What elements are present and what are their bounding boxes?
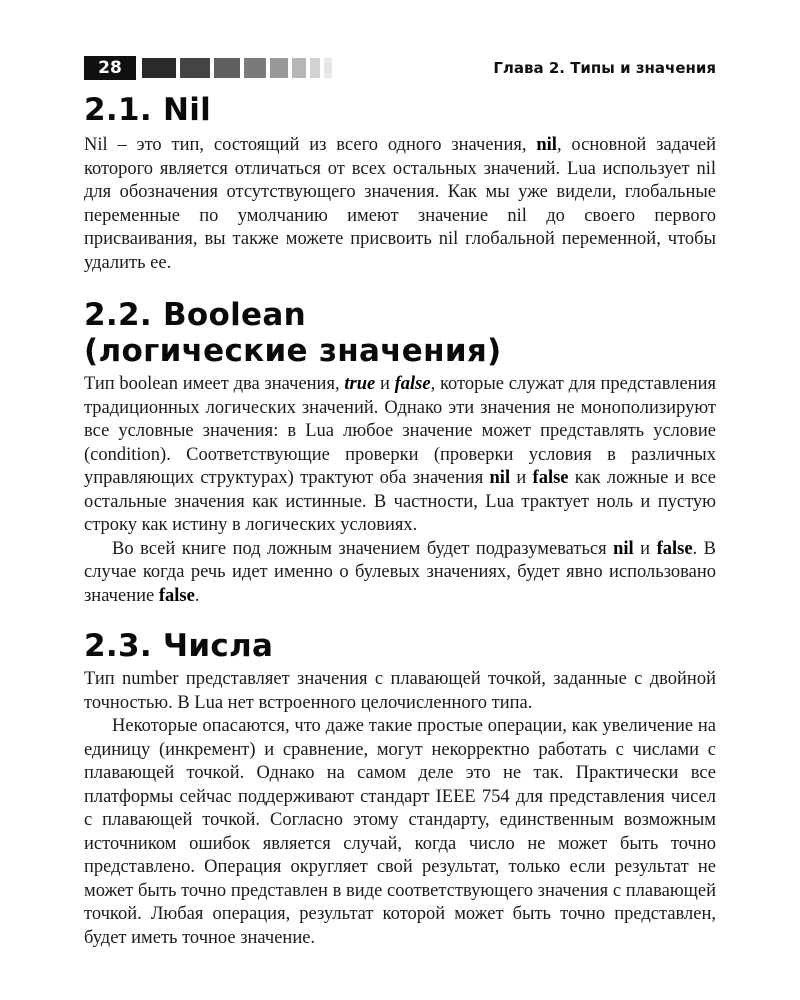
text-run: и: [633, 538, 657, 559]
text-run: Во всей книге под ложным значением будет подразумеваться: [112, 538, 614, 559]
bar-segment: [244, 58, 266, 78]
chapter-title: Глава 2. Типы и значения: [493, 59, 716, 77]
text-run: . В случае когда речь идет именно о булевых значениях, будет явно использовано значение: [84, 538, 716, 606]
bold-term: nil: [536, 135, 557, 155]
bar-segment: [270, 58, 288, 78]
page-number: 28: [84, 56, 136, 80]
heading-line: (логические значения): [84, 333, 502, 369]
bold-term: nil: [613, 538, 634, 559]
bar-segment: [180, 58, 210, 78]
bold-term: nil: [489, 468, 511, 488]
bar-segment: [324, 58, 332, 78]
bold-italic-term: true: [344, 374, 376, 394]
paragraph: [84, 668, 716, 715]
bold-term: false: [656, 538, 693, 559]
text-run: Nil – это тип, состоящий из всего одного значения,: [84, 135, 537, 155]
bold-term: false: [532, 468, 569, 488]
section-numbers: [84, 628, 716, 950]
text-run: , которые служат для представления традиционных логических значений. Однако эти значения не монополизируют все условные значения: в Lua любое значение может представлять условие (condition). Соответствующие проверки (проверки условия в различных управляющих структурах) трактуют оба значения: [84, 374, 716, 488]
bar-segment: [214, 58, 240, 78]
section-heading: 2.3. Числа: [84, 628, 274, 664]
paragraph: [84, 538, 716, 609]
section-heading: [84, 297, 716, 369]
text-run: Некоторые опасаются, что даже такие простые операции, как увеличение на единицу (инкремент) и сравнение, могут некорректно работать с числами с плавающей точкой. Однако на самом деле это не так. Практически все платформы сейчас поддерживают стандарт IEEE 754 для представления чисел с плавающей точкой. Согласно этому стандарту, единственным возможным источником ошибок является случай, когда число не может быть точно представлено. Операция округляет свой результат, только если результат не может быть точно представлен в виде соответствующего значения с плавающей точкой. Любая операция, результат которой может быть точно представлен, будет иметь точное значение.: [84, 716, 716, 948]
text-run: Тип boolean имеет два значения,: [84, 374, 345, 394]
text-run: Тип number представляет значения с плавающей точкой, заданные с двойной точностью. В Lua нет встроенного целочисленного типа.: [84, 669, 716, 713]
bar-segment: [292, 58, 306, 78]
text-run: , основной задачей которого является отличаться от всех остальных значений. Lua использует nil для обозначения отсутствующего значения. Как мы уже видели, глобальные переменные по умолчанию имеют значение nil до своего первого присваивания, вы также можете присвоить nil глобальной переменной, чтобы удалить ее.: [84, 135, 716, 273]
section-boolean: [84, 297, 716, 608]
page-content: [84, 92, 716, 950]
text-run: .: [194, 585, 200, 606]
paragraph: [84, 134, 716, 275]
section-heading: 2.1. Nil: [84, 92, 212, 128]
text-run: и: [375, 374, 395, 394]
heading-line: 2.2. Boolean: [84, 297, 306, 333]
text-run: и: [510, 468, 533, 488]
page-header: [84, 56, 716, 80]
paragraph: [84, 715, 716, 950]
bold-term: false: [158, 585, 195, 606]
paragraph: [84, 373, 716, 538]
section-nil: [84, 92, 716, 275]
bar-segment: [142, 58, 176, 78]
text-run: как ложные и все остальные значения как истинные. В частности, Lua трактует ноль и пустую строку как истину в логических условиях.: [84, 468, 716, 535]
bold-italic-term: false: [394, 374, 431, 394]
bar-segment: [310, 58, 320, 78]
